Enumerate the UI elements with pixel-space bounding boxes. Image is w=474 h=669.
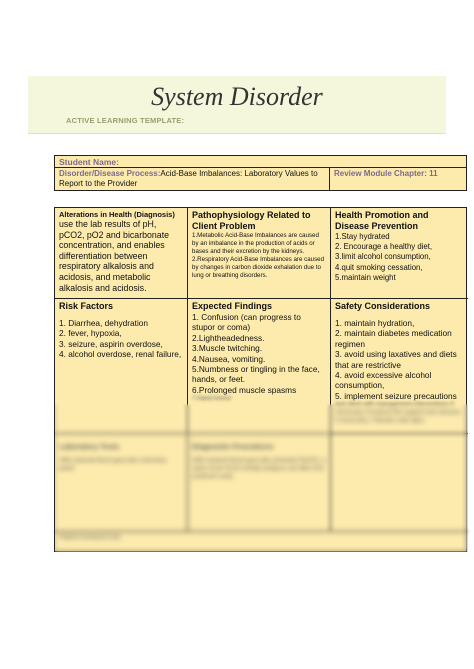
risk-factors-heading: Risk Factors [59,301,114,311]
pathophysiology-item: 2.Respiratory Acid-Base Imbalances are caused by changes in carbon dioxide exhalation due to lung or breathing disorders. [192,256,325,279]
alterations-cell[interactable] [55,208,187,298]
health-promotion-item: 5.maintain weight [335,272,396,282]
pathophysiology-cell[interactable] [187,208,330,298]
health-promotion-heading: Health Promotion and Disease Prevention [335,210,429,231]
disorder-field[interactable] [55,168,330,190]
expected-finding-item: 6.Prolonged muscle spasms [192,384,297,395]
safety-cell[interactable] [330,298,468,433]
laboratory-body: ABG (arterial blood gas) labs chemistry panel [59,457,167,472]
pathophysiology-heading: Pathophysiology Related to Client Problem [192,210,311,231]
safety-blurred: and client with management interventions if necessary, 6.instruct the support and seizures if necessary 7.Monitor vital signs [335,401,461,425]
health-promotion-item: 3.limit alcohol consumption, [335,252,431,262]
expected-finding-item: 3.Muscle twitching. [192,343,263,354]
safety-item: 5. implement seizure precautions [335,390,457,401]
safety-item: 4. avoid excessive alcohol consumption, [335,370,432,391]
expected-finding-blurred: 7.Hand tremor [192,395,232,403]
patient-centered-care-row[interactable] [55,531,468,552]
expected-findings-cell[interactable] [187,298,330,433]
risk-factors-cell[interactable] [55,298,187,433]
disorder-template-table [54,207,467,552]
safety-item: 1. maintain hydration, [335,318,415,328]
health-promotion-cell[interactable] [330,208,468,298]
template-banner [28,76,446,134]
diagnostic-heading: Diagnostic Procedures [192,442,274,451]
review-value: 11 [429,169,438,178]
risk-factor-item: 4. alcohol overdose, renal failure, [59,349,182,360]
risk-factor-item: 1. Diarrhea, dehydration [59,318,149,328]
template-subtitle: ACTIVE LEARNING TEMPLATE: [66,116,185,125]
review-label: Review Module Chapter: [334,169,427,178]
expected-findings-heading: Expected Findings [192,301,273,311]
student-info-table [54,155,467,191]
expected-finding-item: 4.Nausea, vomiting. [192,353,266,364]
risk-factor-item: 3. seizure, aspirin overdose, [59,338,163,349]
diagnostic-cell[interactable] [187,433,330,531]
review-chapter-field[interactable] [330,168,466,190]
disorder-value: Acid-Base Imbalances: Laboratory Values to Report to the Provider [59,169,318,188]
laboratory-cell[interactable] [55,433,187,531]
safety-heading: Safety Considerations [335,301,431,311]
health-promotion-item: 2. Encourage a healthy diet, [335,242,433,252]
page-title: System Disorder [151,82,323,111]
pathophysiology-item: 1.Metabolic Acid-Base Imbalances are caused by an imbalance in the production of acids or bases and their excretion by the kidneys. [192,232,319,255]
patient-centered-care-label: Patient-Centered Care [59,534,121,541]
disorder-label: Disorder/Disease Process: [59,169,161,178]
expected-finding-item: 2.Lightheadedness. [192,332,265,343]
risk-factor-item: 2. fever, hypoxia, [59,328,122,339]
safety-item: 3. avoid using laxatives and diets that are restrictive [335,349,457,370]
laboratory-heading: Laboratory Tests [59,442,120,451]
expected-finding-item: 5.Numbness or tingling in the face, hands, or feet. [192,364,320,385]
student-name-field[interactable]: Student Name: [55,156,466,168]
health-promotion-item: 1.Stay hydrated [335,232,390,241]
health-promotion-item: 4.quit smoking cessation, [335,262,423,272]
therapeutic-cell[interactable] [330,433,468,531]
safety-item: 2. maintain diabetes medication regimen [335,328,452,349]
diagnostic-body: ABG (arterial blood gas) labs primarily PaCO2, a value of pH Hco3 overlap analysis use little CO2 (carbonic acid) [192,457,326,480]
alterations-heading: Alterations in Health (Diagnosis) [59,210,175,219]
alterations-body: use the lab results of pH, pCO2, pO2 and bicarbonate concentration, and enables differentiation between respiratory alkalosis and acidosis, and metabolic alkalosis and acidosis. [59,219,170,293]
expected-finding-item: 1. Confusion (can progress to stupor or coma) [192,312,301,333]
